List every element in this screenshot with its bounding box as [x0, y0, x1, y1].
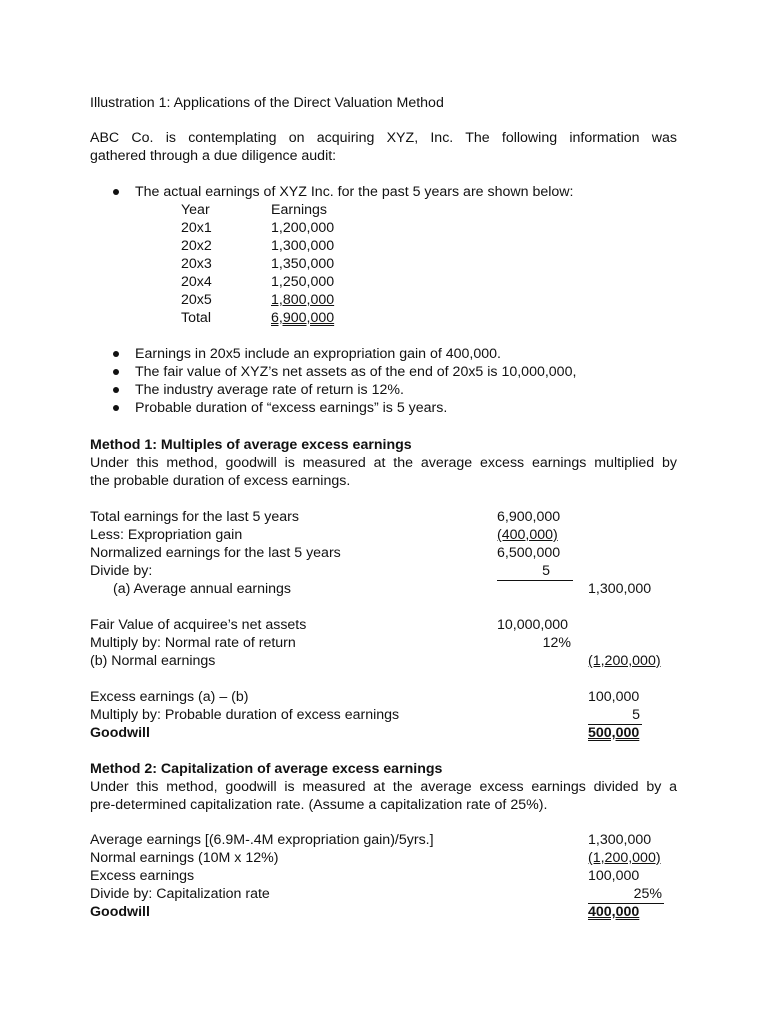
- m1-row-label: (a) Average annual earnings: [113, 581, 291, 597]
- bullet-icon: [113, 369, 119, 375]
- m1-goodwill-value: 500,000: [588, 725, 640, 741]
- m1-row-col2: 5: [588, 706, 642, 725]
- m1-row-col1: 6,500,000: [497, 545, 561, 561]
- table-cell-earnings: 1,350,000: [271, 256, 335, 272]
- m2-goodwill-label: Goodwill: [90, 904, 150, 920]
- m1-goodwill-label: Goodwill: [90, 725, 150, 741]
- bullet-icon: [113, 351, 119, 357]
- table-cell-year: 20x2: [181, 238, 212, 254]
- table-cell-earnings: 1,250,000: [271, 274, 335, 290]
- m1-row-label: Fair Value of acquiree’s net assets: [90, 617, 307, 633]
- bullet-item: The fair value of XYZ’s net assets as of the end of 20x5 is 10,000,000,: [135, 364, 577, 380]
- table-cell-year: 20x1: [181, 220, 212, 236]
- bullet-icon: [113, 405, 119, 411]
- table-cell-earnings: 1,300,000: [271, 238, 335, 254]
- m2-goodwill-value: 400,000: [588, 904, 640, 920]
- m2-row-value: (1,200,000): [588, 850, 661, 866]
- m1-row-col1: (400,000): [497, 527, 558, 543]
- bullet-item: The industry average rate of return is 12%.: [135, 382, 404, 398]
- table-header-earnings: Earnings: [271, 202, 327, 218]
- m1-row-col1: 6,900,000: [497, 509, 561, 525]
- table-cell-earnings: 1,800,000: [271, 292, 335, 308]
- m1-row-col1: 5: [497, 562, 573, 581]
- m1-row-label: Normalized earnings for the last 5 years: [90, 545, 341, 561]
- bullet-earnings-intro: The actual earnings of XYZ Inc. for the past 5 years are shown below:: [135, 184, 574, 200]
- m1-row-col2: 1,300,000: [588, 581, 652, 597]
- m1-row-label: Multiply by: Normal rate of return: [90, 635, 296, 651]
- m2-row-value: 100,000: [588, 868, 640, 884]
- m1-row-label: Divide by:: [90, 563, 153, 579]
- m2-row-value: 25%: [588, 885, 664, 904]
- m2-row-value: 1,300,000: [588, 832, 652, 848]
- method1-description-line-1: Under this method, goodwill is measured at the average excess earnings multiplied by: [90, 455, 677, 471]
- table-header-year: Year: [181, 202, 210, 218]
- table-total-label: Total: [181, 310, 211, 326]
- bullet-icon: [113, 387, 119, 393]
- m2-row-label: Excess earnings: [90, 868, 195, 884]
- m1-row-col1: 12%: [542, 635, 571, 651]
- m1-row-col2: (1,200,000): [588, 653, 661, 669]
- m1-row-label: (b) Normal earnings: [90, 653, 216, 669]
- table-cell-year: 20x4: [181, 274, 212, 290]
- m1-row-label: Total earnings for the last 5 years: [90, 509, 299, 525]
- m1-row-label: Less: Expropriation gain: [90, 527, 243, 543]
- method2-description-line-1: Under this method, goodwill is measured at the average excess earnings divided by a: [90, 779, 677, 795]
- table-total-value: 6,900,000: [271, 310, 335, 326]
- m2-row-label: Average earnings [(6.9M-.4M expropriation gain)/5yrs.]: [90, 832, 434, 848]
- table-cell-year: 20x3: [181, 256, 212, 272]
- table-cell-year: 20x5: [181, 292, 212, 308]
- table-cell-earnings: 1,200,000: [271, 220, 335, 236]
- m1-row-col1: 10,000,000: [497, 617, 569, 633]
- method2-description-line-2: pre-determined capitalization rate. (Assume a capitalization rate of 25%).: [90, 797, 548, 813]
- method1-description-line-2: the probable duration of excess earnings.: [90, 473, 351, 489]
- bullet-icon: [113, 189, 119, 195]
- m2-row-label: Divide by: Capitalization rate: [90, 886, 270, 902]
- method1-heading: Method 1: Multiples of average excess earnings: [90, 437, 412, 453]
- m1-row-col2: 100,000: [588, 689, 640, 705]
- bullet-item: Probable duration of “excess earnings” is 5 years.: [135, 400, 448, 416]
- intro-line-1: ABC Co. is contemplating on acquiring XYZ, Inc. The following information was: [90, 130, 677, 146]
- intro-line-2: gathered through a due diligence audit:: [90, 148, 337, 164]
- method2-heading: Method 2: Capitalization of average excess earnings: [90, 761, 443, 777]
- m1-row-label: Multiply by: Probable duration of excess earnings: [90, 707, 400, 723]
- m2-row-label: Normal earnings (10M x 12%): [90, 850, 279, 866]
- document-title: Illustration 1: Applications of the Direct Valuation Method: [90, 95, 444, 111]
- m1-row-label: Excess earnings (a) – (b): [90, 689, 249, 705]
- bullet-item: Earnings in 20x5 include an expropriation gain of 400,000.: [135, 346, 501, 362]
